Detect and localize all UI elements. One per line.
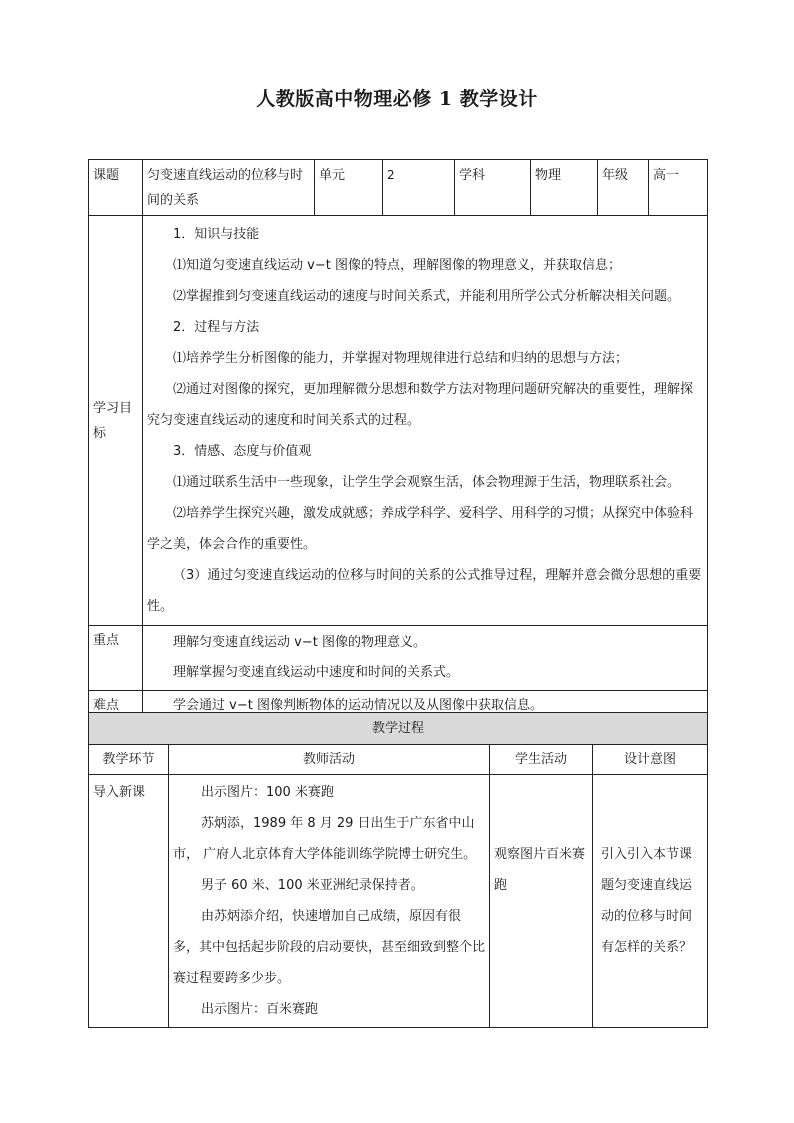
teacher-paragraph: 男子 60 米、100 米亚洲纪录保持者。 bbox=[201, 878, 424, 893]
objectives-content bbox=[143, 216, 708, 626]
section-attitude: 3．情感、态度与价值观 bbox=[173, 444, 312, 459]
difficulties-content: 学会通过 v−t 图像判断物体的运动情况以及从图像中获取信息。 bbox=[143, 691, 708, 722]
subject-value: 物理 bbox=[531, 160, 598, 216]
col-stage-header: 教学环节 bbox=[89, 745, 169, 775]
process-row bbox=[89, 775, 708, 1028]
objective-item: ⑵掌握推到匀变速直线运动的速度与时间关系式，并能利用所学公式分析解决相关问题。 bbox=[173, 289, 681, 304]
objectives-row bbox=[89, 216, 708, 626]
col-intent-header: 设计意图 bbox=[593, 745, 708, 775]
grade-value: 高一 bbox=[649, 160, 708, 216]
teaching-process-table bbox=[88, 712, 708, 1028]
objective-item: ⑵培养学生探究兴趣，激发成就感；养成学科学、爱科学、用科学的习惯；从探究中体验科学之美，体会合作的重要性。 bbox=[147, 506, 694, 552]
objective-item: ⑴通过联系生活中一些现象，让学生学会观察生活，体会物理源于生活，物理联系社会。 bbox=[173, 475, 681, 490]
topic-value: 匀变速直线运动的位移与时间的关系 bbox=[143, 160, 315, 216]
teacher-activity-cell bbox=[169, 775, 490, 1028]
header-row bbox=[89, 160, 708, 216]
objective-item: ⑵通过对图像的探究，更加理解微分思想和数学方法对物理问题研究解决的重要性，理解探究匀变速直线运动的速度和时间关系式的过程。 bbox=[147, 382, 694, 428]
objective-item: ⑴培养学生分析图像的能力，并掌握对物理规律进行总结和归纳的思想与方法； bbox=[173, 351, 629, 366]
design-intent-cell: 引入引入本节课题匀变速直线运动的位移与时间有怎样的关系？ bbox=[593, 775, 708, 1028]
section-knowledge: 1．知识与技能 bbox=[173, 227, 260, 242]
objective-item: （3）通过匀变速直线运动的位移与时间的关系的公式推导过程，理解并意会微分思想的重要性。 bbox=[147, 568, 702, 614]
key-point-line: 理解掌握匀变速直线运动中速度和时间的关系式。 bbox=[173, 665, 460, 680]
objectives-label: 学习目标 bbox=[89, 216, 143, 626]
teacher-paragraph: 苏炳添，1989 年 8 月 29 日出生于广东省中山市， 广府人北京体育大学体能训练学院博士研究生。 bbox=[173, 816, 477, 862]
col-student-header: 学生活动 bbox=[490, 745, 593, 775]
section-process: 2．过程与方法 bbox=[173, 320, 260, 335]
unit-label: 单元 bbox=[315, 160, 383, 216]
student-activity-cell: 观察图片百米赛跑 bbox=[490, 775, 593, 1028]
col-teacher-header: 教师活动 bbox=[169, 745, 490, 775]
teacher-paragraph: 出示图片：100 米赛跑 bbox=[201, 785, 334, 800]
key-points-content bbox=[143, 626, 708, 691]
key-points-label: 重点 bbox=[89, 626, 143, 691]
stage-cell: 导入新课 bbox=[89, 775, 169, 1028]
process-title: 教学过程 bbox=[89, 713, 708, 745]
topic-label: 课题 bbox=[89, 160, 143, 216]
teacher-paragraph: 出示图片：百米赛跑 bbox=[201, 1002, 319, 1017]
unit-value: 2 bbox=[383, 160, 455, 216]
document-title: 人教版高中物理必修 1 教学设计 bbox=[256, 88, 538, 110]
process-header-row bbox=[89, 745, 708, 775]
key-points-row bbox=[89, 626, 708, 691]
grade-label: 年级 bbox=[598, 160, 649, 216]
course-info-table bbox=[88, 159, 708, 722]
key-point-line: 理解匀变速直线运动 v−t 图像的物理意义。 bbox=[173, 635, 426, 650]
subject-label: 学科 bbox=[455, 160, 531, 216]
teacher-paragraph: 由苏炳添介绍，快速增加自己成绩，原因有很多，其中包括起步阶段的启动要快，甚至细致到整个比赛过程要跨多少步。 bbox=[173, 909, 486, 986]
difficulties-label: 难点 bbox=[89, 691, 143, 722]
objective-item: ⑴知道匀变速直线运动 v−t 图像的特点，理解图像的物理意义，并获取信息； bbox=[173, 258, 621, 273]
process-title-row bbox=[89, 713, 708, 745]
